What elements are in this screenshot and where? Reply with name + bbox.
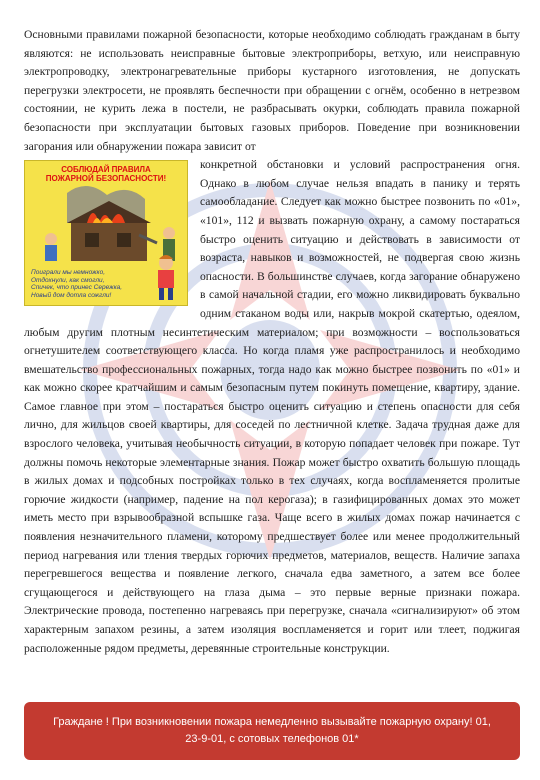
child-figure-icon	[149, 253, 183, 301]
article-intro: Основными правилами пожарной безопасности, которые необходимо соблюдать гражданам в быту являются: не использовать неисправные бытовые электроприборы, ветхую, или неисправную электропроводку, электронагревательные приборы кустарного изготовления, не допускать перегрузки электросети, не проявлять беспечности при обращении с огнём, особенно в нетрезвом состоянии, не курить лежа в постели, не разбрасывать окурки, соблюдать правила пожарной безопасности при эксплуатации бытовых газовых приборов. Поведение при возникновении загорания или обнаружении пожара зависит от	[24, 28, 520, 153]
poster-title: СОБЛЮДАЙ ПРАВИЛА ПОЖАРНОЙ БЕЗОПАСНОСТИ!	[45, 165, 167, 184]
article-body: конкретной обстановки и условий распространения огня. Однако в любом случае нельзя впадать в панику и терять самообладание. Следует как можно быстрее позвонить по «01», «101», 112 и вызвать пожарную охрану, а самому постараться быстро оценить ситуацию и действовать в зависимости от возраста, навыков и возможностей, не подвергая свою жизнь опасности. В большинстве случаев, когда загорание обнаружено в самой начальной стадии, его можно ликвидировать буквально одним стаканом воды или, накрыв мокрой скатертью, одеялом, любым другим плотным несинтетическим материалом; при возможности – воспользоваться огнетушителем соответствующего класса. Но когда пламя уже распространилось и необходимо вмешательство профессиональных пожарных, тогда надо как можно быстрее позвонить по «01» и как можно скорее кратчайшим и самым безопасным путем покинуть помещение, квартиру, здание. Самое главное при этом – постараться быстро оценить ситуацию и степень опасности для себя лично, для жильцов своей квартиры, для соседей по лестничной клетке. Задача трудная даже для взрослого человека, учитывая необычность ситуации, в которую попадает человек при пожаре. Тут должны помочь некоторые элементарные знания. Пожар может быстро охватить большую площадь в жилых домах и подсобных постройках только в тех случаях, когда воспламеняется пролитые горючие жидкости (например, падение на пол керогаза); в газифицированных домах это может иметь место при взрывообразной вспышке газа. Чаще всего в жилых домах пожар начинается с появления незначительного пламени, которому предшествует более или менее продолжительный период нагревания или тления твердых горючих предметов, материалов, веществ. Наличие запаха перегревшегося вещества и появление легкого, сначала едва заметного, а затем все более сгущающегося и действующего на глаза дыма – это первые верные признаки пожара. Электрические провода, постепенно нагреваясь при перегрузке, сначала «сигнализируют» об этом характерным запахом резины, а затем изоляция воспламеняется и горит или тлеет, поджигая расположенные рядом предметы, деревянные строительные конструкции.	[24, 158, 520, 655]
emergency-notice-text: Граждане ! При возникновении пожара немедленно вызывайте пожарную охрану! 01, 23-9-01, с сотовых телефонов 01*	[53, 716, 491, 745]
emergency-notice	[24, 702, 520, 760]
fire-safety-poster	[24, 160, 188, 306]
poster-caption: Поиграли мы немножко, Отдохнули, как смогли, Спичек, что принес Сережка, Новый дом дотла сожгли!	[31, 269, 123, 299]
article	[24, 26, 520, 658]
